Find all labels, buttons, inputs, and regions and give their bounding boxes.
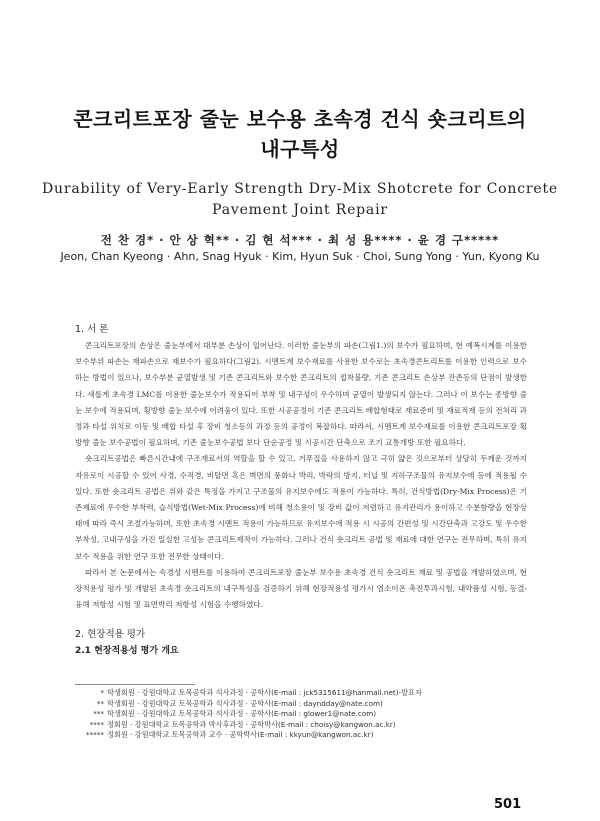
english-title-line-1: Durability of Very-Early Strength Dry-Mix Shotcrete for Concrete (42, 181, 558, 197)
footnotes (82, 688, 532, 741)
section-1-heading: 1. 서 론 (75, 324, 109, 335)
paragraph: 따라서 본 논문에서는 속경성 시멘트를 이용하여 콘크리트포장 줄눈부 보수용 초속경 건식 숏크리트 재료 및 공법을 개발하였으며, 현장적용성 평가 및 개발된 초속경 숏크리트의 내구특성을 검증하기 위해 현장적용성 평가시 염소이온 촉진투과시험, 내약품성 시험, 동결-융해 저항성 시험 및 표면박리 저항성 시험을 수행하였다. (75, 567, 527, 610)
page-number: 501 (494, 797, 522, 812)
paragraph: 숏크리트공법은 빠른시간내에 구조재료서의 역할을 할 수 있고, 거푸집을 사용하지 않고 극히 얇은 것으로부터 상당히 두께운 것까지 자유로이 시공할 수 있어 사경, 수직경, 비탈면 혹은 벽면의 풍화나 박리, 박락의 방지, 터널 및 지하구조물의 유지보수에 등에 적용될 수 있다. 또한 숏크리트 공법은 위와 같은 특징을 가지고 구조물의 유지보수에도 적용이 가능하다. 특히, 건식방법(Dry-Mix Process)은 기존재료에 우수한 부착력, 습식방법(Wet-Mix Process)에 비해 청소용이 및 장비 값이 저렴하고 유지관리가 용이하고 수분함량을 현장상태에 따라 즉시 조절가능하며, 또한 초속경 시멘트 적용이 가능하므로 유지보수에 적용 시 시공의 간편성 및 시간단축과 고강도 및 우수한 부착성, 고내구성을 가진 밀실한 고성능 콘크리트제작이 가능하다. 그러나 건식 숏크리트 공법 및 재료에 대한 연구는 전무하며, 특히 유지보수 적용을 위한 연구 또한 전무한 상태이다. (75, 454, 527, 561)
footnote-mark: *** (93, 709, 104, 719)
section-2-heading: 2. 현장적용 평가 (75, 629, 146, 640)
footnote-text: 정회원 · 강원대학교 토목공학과 박사후과정 · 공학박사(E-mail : choisy@kangwon.ac.kr) (107, 719, 396, 729)
footnote-divider (75, 684, 195, 685)
footnote-mark: * (100, 688, 104, 697)
footnote-text: 정회원 · 강원대학교 토목공학과 교수 · 공학박사(E-mail : kkyun@kangwon.ac.kr) (107, 730, 374, 740)
korean-title (40, 104, 560, 164)
footnote-text: 학생회원 · 강원대학교 토목공학과 석사과정 · 공학사(E-mail : glower1@nate.com) (107, 709, 377, 719)
footnote (82, 709, 532, 720)
footnote-mark: **** (89, 719, 104, 729)
paragraph: 콘크리트포장의 손상은 줄눈부에서 대부분 손상이 일어난다. 이러한 줄눈부의 파손(그림1.)의 보수가 필요하며, 현 예폭시계를 이용한 보수부위 파손는 재파손으로 재보수가 필요하다(그림2). 시멘트계 보수재료를 사용한 보수로는 초속경콘트리트를 이용한 인력으로 보수하는 방법이 있으나, 보수부분 균열발생 및 기존 콘크리트와 보수한 콘크리트의 접착불량, 기존 콘크리트 손상부 잔존등의 단점이 발생한다. 새롭게 초속경 LMC를 이용한 줄눈보수가 적용되어 부착 및 내구성이 우수하며 균열이 발생되지 않는다. 그러나 이 보수는 종방향 줄눈 보수에 적용되며, 횡방향 줄눈 보수에 어려움이 있다. 또한 시공공정이 기존 콘크리트 배합형태로 재료준비 및 재료적재 등의 전처리 과정과 타설 위치로 이동 및 배합 타설 후 장비 청소등의 과정 등의 공정이 복잡하다. 따라서, 시멘트계 보수재료를 이용한 콘크리트포장 횡방향 줄눈 보수공법이 필요하며, 기존 줄눈보수공법 보다 단순공정 및 시공시간 단축으로 조기 교통개방 또한 필요하다. (75, 341, 527, 448)
footnote (82, 720, 532, 731)
footnote (82, 730, 532, 741)
authors-korean: 전 찬 경* · 안 상 혁** · 김 현 석*** · 최 성 용**** · 윤 경 구***** (100, 233, 500, 247)
footnote (82, 688, 532, 699)
section-1-body (75, 338, 527, 613)
authors-english: Jeon, Chan Kyeong · Ahn, Snag Hyuk · Kim, Hyun Suk · Choi, Sung Yong · Yun, Kyong Ku (60, 250, 540, 263)
english-title (40, 179, 560, 221)
footnote-text: 학생회원 · 강원대학교 토목공학과 석사과정 · 공학사(E-mail : dayndday@nate.com) (107, 698, 383, 708)
footnote-mark: ** (96, 698, 104, 708)
english-title-line-2: Pavement Joint Repair (212, 202, 388, 218)
footnote-text: 학생회원 · 강원대학교 토목공학과 석사과정 · 공학사(E-mail : jck5315611@hanmail.net)-발표자 (107, 688, 422, 697)
footnote-mark: ***** (86, 730, 104, 740)
section-2-1-heading: 2.1 현장적용성 평가 개요 (75, 646, 179, 656)
footnote (82, 699, 532, 710)
korean-title-line-1: 콘크리트포장 줄눈 보수용 초속경 건식 숏크리트의 (73, 107, 527, 131)
korean-title-line-2: 내구특성 (260, 137, 340, 161)
